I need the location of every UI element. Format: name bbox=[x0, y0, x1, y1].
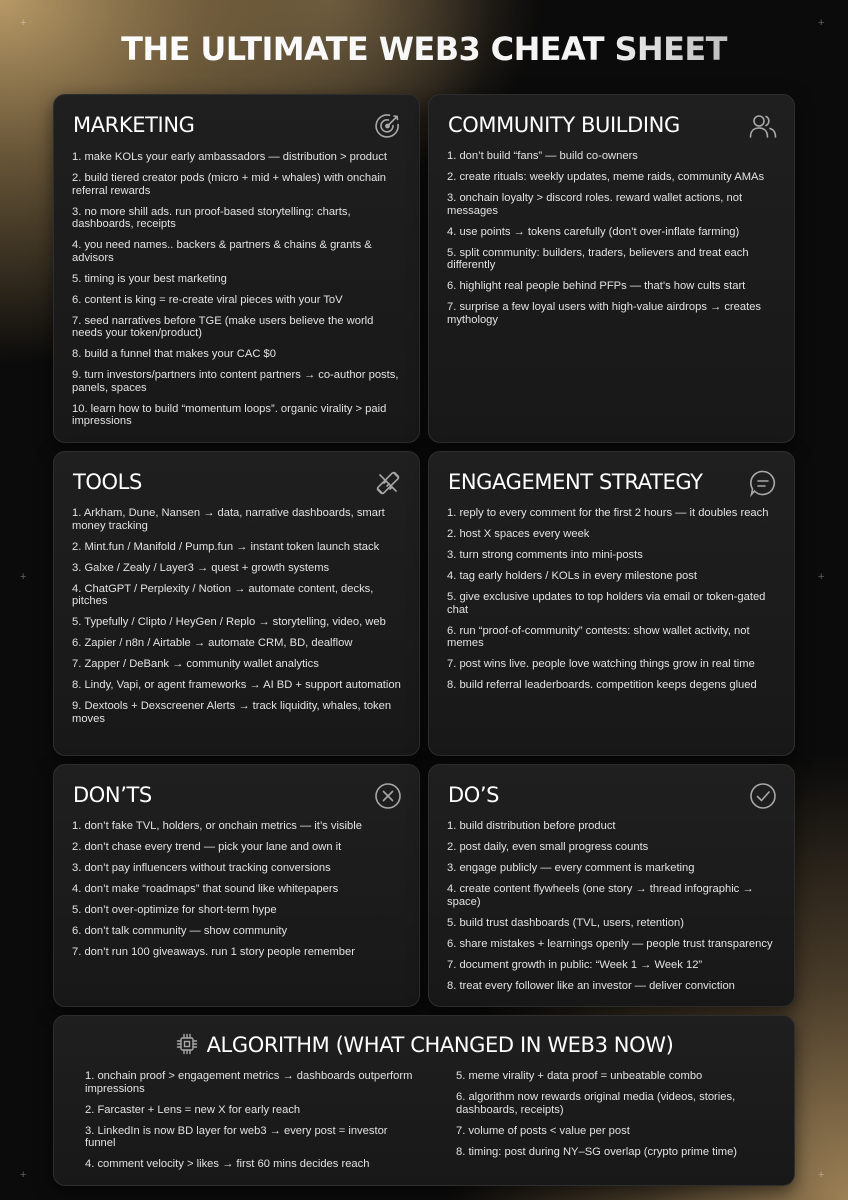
list-item: 8. treat every follower like an investor — deliver conviction bbox=[447, 979, 735, 992]
community-list bbox=[447, 150, 778, 335]
dos-card bbox=[428, 764, 795, 1007]
list-item: 5. split community: builders, traders, believers and treat each differently bbox=[447, 246, 749, 271]
engagement-card bbox=[428, 451, 795, 756]
list-item: 3. don’t pay influencers without tracking conversions bbox=[72, 862, 331, 874]
list-item: 4. you need names.. backers & partners & chains & grants & advisors bbox=[72, 239, 372, 264]
list-item: 6. algorithm now rewards original media (videos, stories, dashboards, receipts) bbox=[456, 1091, 736, 1116]
cpu-icon bbox=[175, 1032, 199, 1056]
list-item: 3. no more shill ads. run proof-based storytelling: charts, dashboards, receipts bbox=[72, 205, 351, 230]
engagement-heading: ENGAGEMENT STRATEGY bbox=[448, 470, 703, 494]
community-card bbox=[428, 94, 795, 443]
list-item: 2. build tiered creator pods (micro + mid + whales) with onchain referral rewards bbox=[72, 172, 387, 197]
list-item: 4. comment velocity > likes → first 60 mins decides reach bbox=[85, 1158, 370, 1170]
list-item: 1. don’t build “fans” — build co-owners bbox=[447, 150, 638, 162]
algorithm-card bbox=[53, 1015, 795, 1186]
list-item: 8. build referral leaderboards. competition keeps degens glued bbox=[447, 679, 757, 691]
list-item: 3. LinkedIn is now BD layer for web3 → every post = investor funnel bbox=[85, 1124, 388, 1149]
list-item: 5. give exclusive updates to top holders via email or token-gated chat bbox=[447, 591, 766, 616]
list-item: 7. surprise a few loyal users with high-value airdrops → creates mythology bbox=[447, 301, 762, 326]
dos-heading: DO’S bbox=[448, 783, 500, 807]
marketing-heading: MARKETING bbox=[73, 113, 195, 137]
list-item: 5. Typefully / Clipto / HeyGen / Replo → storytelling, video, web bbox=[72, 616, 386, 628]
list-item: 1. don’t fake TVL, holders, or onchain metrics — it’s visible bbox=[72, 820, 362, 832]
list-item: 6. content is king = re-create viral pieces with your ToV bbox=[72, 293, 343, 306]
list-item: 2. post daily, even small progress counts bbox=[447, 841, 649, 853]
list-item: 5. build trust dashboards (TVL, users, retention) bbox=[447, 916, 684, 929]
list-item: 9. Dextools + Dexscreener Alerts → track liquidity, whales, token moves bbox=[72, 700, 392, 725]
list-item: 7. volume of posts < value per post bbox=[456, 1124, 630, 1137]
target-icon bbox=[373, 111, 403, 141]
algorithm-heading: ALGORITHM (WHAT CHANGED IN WEB3 NOW) bbox=[206, 1033, 674, 1057]
list-item: 5. meme virality + data proof = unbeatable combo bbox=[456, 1070, 703, 1082]
donts-list bbox=[72, 820, 403, 967]
list-item: 6. Zapier / n8n / Airtable → automate CRM, BD, dealflow bbox=[72, 637, 353, 649]
list-item: 8. build a funnel that makes your CAC $0 bbox=[72, 348, 276, 360]
list-item: 3. Galxe / Zealy / Layer3 → quest + growth systems bbox=[72, 561, 330, 574]
tools-icon bbox=[373, 468, 403, 498]
users-icon bbox=[748, 111, 778, 141]
list-item: 1. reply to every comment for the first 2 hours — it doubles reach bbox=[447, 507, 769, 519]
list-item: 4. don’t make “roadmaps” that sound like whitepapers bbox=[72, 883, 339, 895]
list-item: 1. onchain proof > engagement metrics → dashboards outperform impressions bbox=[85, 1070, 413, 1095]
list-item: 7. post wins live. people love watching things grow in real time bbox=[447, 658, 755, 670]
list-item: 3. onchain loyalty > discord roles. reward wallet actions, not messages bbox=[447, 192, 743, 217]
list-item: 7. seed narratives before TGE (make users believe the world needs your token/product) bbox=[72, 314, 374, 339]
marketing-list bbox=[72, 151, 403, 436]
list-item: 6. highlight real people behind PFPs — that’s how cults start bbox=[447, 280, 746, 292]
tools-card bbox=[53, 451, 420, 756]
chat-icon bbox=[748, 468, 778, 498]
tools-heading: TOOLS bbox=[73, 470, 142, 494]
tools-list bbox=[72, 507, 403, 734]
decor-plus: + bbox=[20, 571, 27, 583]
decor-plus: + bbox=[818, 17, 825, 29]
list-item: 5. don’t over-optimize for short-term hype bbox=[72, 904, 277, 916]
list-item: 4. use points → tokens carefully (don’t over-inflate farming) bbox=[447, 225, 740, 238]
check-circle-icon bbox=[748, 781, 778, 811]
list-item: 1. make KOLs your early ambassadors — distribution > product bbox=[72, 151, 387, 163]
algorithm-list-left bbox=[85, 1070, 415, 1179]
list-item: 6. share mistakes + learnings openly — people trust transparency bbox=[447, 937, 773, 950]
list-item: 4. ChatGPT / Perplexity / Notion → automate content, decks, pitches bbox=[72, 582, 374, 607]
list-item: 2. don’t chase every trend — pick your lane and own it bbox=[72, 841, 342, 853]
list-item: 4. create content flywheels (one story → thread infographic → space) bbox=[447, 883, 754, 908]
algorithm-list-right bbox=[456, 1070, 776, 1167]
decor-plus: + bbox=[818, 571, 825, 583]
decor-plus: + bbox=[20, 17, 27, 29]
page-title: THE ULTIMATE WEB3 CHEAT SHEET bbox=[0, 30, 848, 68]
list-item: 1. Arkham, Dune, Nansen → data, narrative dashboards, smart money tracking bbox=[72, 507, 385, 532]
list-item: 10. learn how to build “momentum loops”. organic virality > paid impressions bbox=[72, 402, 387, 427]
list-item: 8. Lindy, Vapi, or agent frameworks → AI BD + support automation bbox=[72, 679, 401, 691]
algorithm-heading-row bbox=[54, 1032, 794, 1057]
list-item: 6. don’t talk community — show community bbox=[72, 925, 288, 937]
list-item: 2. create rituals: weekly updates, meme raids, community AMAs bbox=[447, 171, 765, 183]
list-item: 9. turn investors/partners into content partners → co-author posts, panels, spaces bbox=[72, 369, 399, 394]
list-item: 2. Farcaster + Lens = new X for early reach bbox=[85, 1103, 301, 1116]
list-item: 1. build distribution before product bbox=[447, 820, 616, 832]
community-heading: COMMUNITY BUILDING bbox=[448, 113, 680, 137]
list-item: 6. run “proof-of-community” contests: show wallet activity, not memes bbox=[447, 624, 750, 649]
decor-plus: + bbox=[20, 1169, 27, 1181]
list-item: 7. document growth in public: “Week 1 → Week 12” bbox=[447, 958, 703, 971]
list-item: 8. timing: post during NY–SG overlap (crypto prime time) bbox=[456, 1145, 738, 1158]
engagement-list bbox=[447, 507, 778, 700]
list-item: 2. host X spaces every week bbox=[447, 528, 590, 540]
donts-card bbox=[53, 764, 420, 1007]
x-circle-icon bbox=[373, 781, 403, 811]
donts-heading: DON’TS bbox=[73, 783, 152, 807]
list-item: 4. tag early holders / KOLs in every milestone post bbox=[447, 570, 697, 582]
marketing-card bbox=[53, 94, 420, 443]
list-item: 7. Zapper / DeBank → community wallet analytics bbox=[72, 658, 319, 670]
list-item: 7. don’t run 100 giveaways. run 1 story people remember bbox=[72, 946, 355, 958]
list-item: 3. turn strong comments into mini-posts bbox=[447, 549, 643, 561]
decor-plus: + bbox=[818, 1169, 825, 1181]
list-item: 2. Mint.fun / Manifold / Pump.fun → instant token launch stack bbox=[72, 540, 380, 553]
list-item: 3. engage publicly — every comment is marketing bbox=[447, 862, 695, 874]
list-item: 5. timing is your best marketing bbox=[72, 272, 227, 285]
dos-list bbox=[447, 820, 778, 1001]
